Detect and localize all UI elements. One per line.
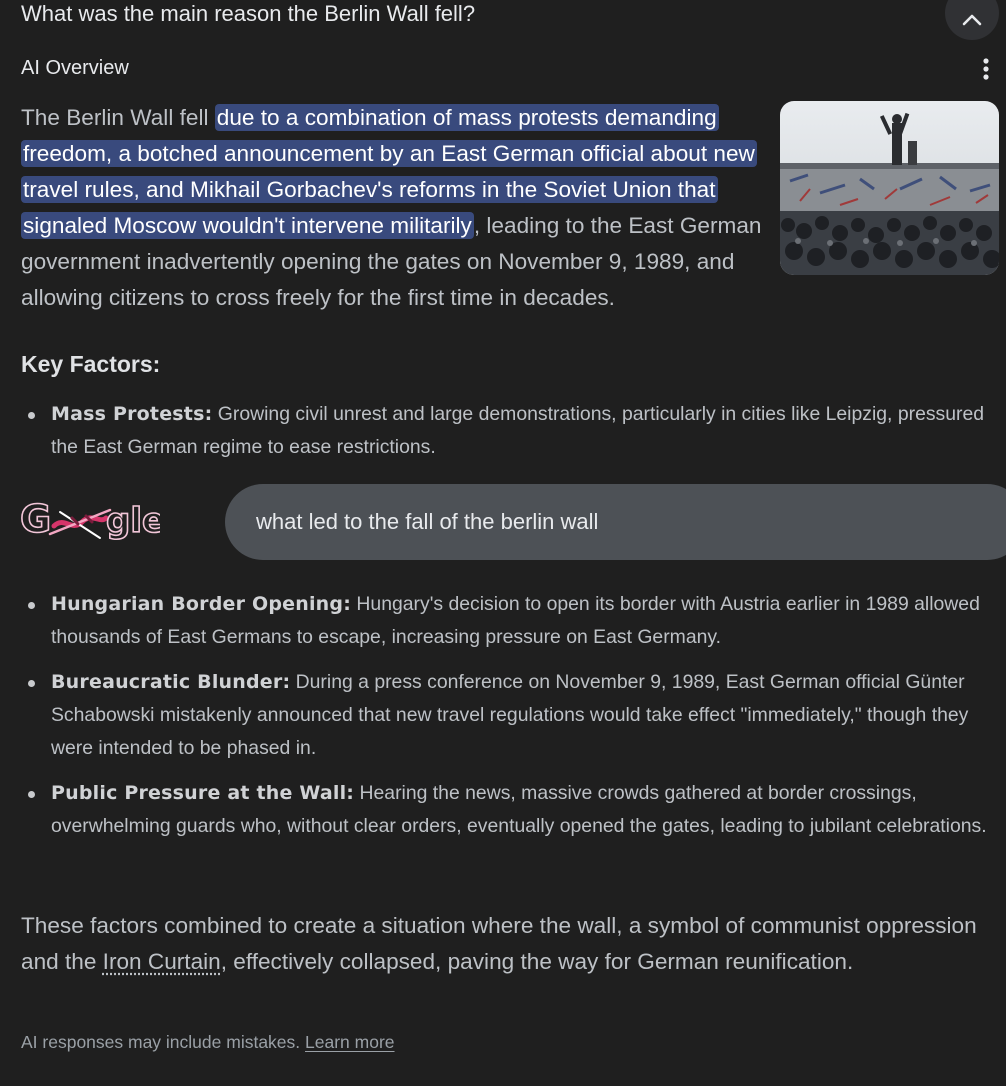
search-query[interactable]: what led to the fall of the berlin wall [256, 509, 599, 534]
intro-highlight: due to a combination of mass protests demanding freedom, a botched announcement by an East German official about new travel rules, and Mikhail Gorbachev's reforms in the Soviet Union that signaled Moscow wouldn't intervene militarily [23, 105, 755, 238]
factor-term: Bureaucratic Blunder: [51, 671, 291, 693]
chevron-up-icon [961, 13, 983, 27]
factor-text: During a press conference on November 9, 1989, East German official Günter Schabowski mistakenly announced that new travel regulations would take effect "immediately," though they were intended to be phased in. [51, 671, 969, 759]
list-item [21, 588, 1006, 654]
collapse-button[interactable] [945, 0, 999, 40]
overview-conclusion [21, 908, 991, 980]
svg-text:G: G [20, 497, 52, 541]
more-vert-icon [983, 57, 989, 81]
search-bar[interactable] [225, 484, 1006, 560]
iron-curtain-link[interactable]: Iron Curtain [102, 949, 221, 974]
ai-overview-label: AI Overview [21, 57, 129, 79]
intro-prefix: The Berlin Wall fell [21, 105, 215, 130]
berlin-wall-photo[interactable] [780, 101, 999, 275]
list-item [21, 666, 1006, 765]
svg-text:gle: gle [106, 501, 160, 541]
key-factors-list [21, 398, 1006, 476]
question-title: What was the main reason the Berlin Wall fell? [21, 1, 476, 26]
intro-suffix: , leading to the East German government inadvertently opening the gates on November 9, 1989, and allowing citizens to cross freely for the first time in decades. [21, 213, 762, 310]
more-options-button[interactable] [974, 55, 998, 83]
learn-more-link[interactable]: Learn more [305, 1032, 395, 1052]
factor-term: Public Pressure at the Wall: [51, 782, 355, 804]
list-item [21, 398, 1006, 464]
google-doodle-logo[interactable] [20, 494, 160, 546]
factor-term: Mass Protests: [51, 403, 213, 425]
ai-disclaimer [21, 1030, 395, 1054]
factor-term: Hungarian Border Opening: [51, 593, 352, 615]
key-factors-list-continued [21, 588, 1006, 855]
list-item [21, 777, 1006, 843]
key-factors-heading: Key Factors: [21, 351, 161, 377]
factor-text: Hungary's decision to open its border with Austria earlier in 1989 allowed thousands of East Germans to escape, increasing pressure on East Germany. [51, 593, 980, 648]
conclusion-before: These factors combined to create a situation where the wall, a symbol of communist oppression and the [21, 913, 977, 974]
overview-intro [21, 100, 771, 316]
disclaimer-text: AI responses may include mistakes. [21, 1032, 306, 1052]
factor-text: Growing civil unrest and large demonstrations, particularly in cities like Leipzig, pressured the East German regime to ease restrictions. [51, 403, 985, 458]
factor-text: Hearing the news, massive crowds gathered at border crossings, overwhelming guards who, without clear orders, eventually opened the gates, leading to jubilant celebrations. [51, 782, 987, 837]
conclusion-after: , effectively collapsed, paving the way for German reunification. [220, 949, 854, 974]
